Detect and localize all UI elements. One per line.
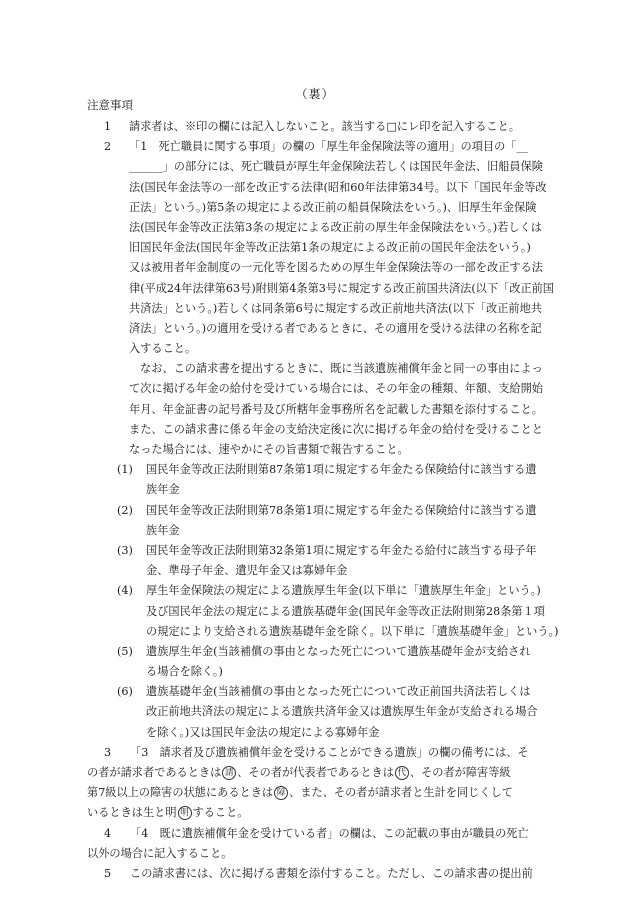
note-line [0, 783, 630, 803]
note-number: 3 [104, 745, 112, 759]
page-side-label: （裏） [295, 87, 335, 101]
note-text-part: 、その者が障害等級 [409, 766, 511, 779]
note-line [0, 480, 630, 500]
note-line [0, 602, 630, 622]
note-text: 正法」という。)第5条の規定による改正前の船員保険法をいう。)、旧厚生年金保険 [129, 200, 537, 214]
note-line [0, 279, 630, 299]
note-number: 2 [104, 140, 112, 154]
note-number: (5) [117, 644, 133, 658]
note-line [0, 137, 630, 157]
note-text-part: いるときは生と明 [87, 806, 177, 820]
note-text [87, 783, 513, 803]
note-line [0, 723, 630, 743]
note-line [0, 844, 630, 864]
note-line [0, 238, 630, 258]
note-number: 5 [104, 866, 112, 880]
note-line [0, 642, 630, 662]
note-text [87, 763, 511, 783]
note-line [0, 400, 630, 420]
note-text [130, 824, 529, 844]
note-text: て次に掲げる年金の給付を受けている場合には、その年金の種類、年額、支給開始 [129, 382, 543, 396]
note-number: (3) [117, 543, 133, 557]
note-line [0, 763, 630, 783]
note-text: なった場合には、速やかにその旨書類で報告すること。 [129, 443, 409, 456]
note-text: 法(国民年金法等の一部を改正する法律(昭和60年法律第34号。以下「国民年金等改 [129, 180, 547, 194]
note-text: 又は被用者年金制度の一元化等を図るための厚生年金保険法等の一部を改正する法 [129, 261, 543, 275]
notes-body [0, 117, 630, 884]
note-text: 族年金 [146, 483, 180, 497]
note-line [0, 702, 630, 722]
note-number: (2) [117, 503, 133, 517]
note-line [0, 622, 630, 642]
note-line [0, 824, 630, 844]
note-text: る場合を除く。) [146, 665, 223, 679]
note-text: また、この請求書に係る年金の支給決定後に次に掲げる年金の給付を受けることと [129, 422, 543, 436]
note-text-part: 「3 請求者及び遺族補償年金を受けることができる遺族」の欄の備考には、そ [130, 745, 529, 759]
note-line [0, 561, 630, 581]
note-text: 遺族厚生年金(当該補償の事由となった死亡について遺族基礎年金が支給され [146, 644, 531, 658]
note-number: 4 [104, 826, 112, 840]
note-line [0, 359, 630, 379]
note-text: 金、準母子年金、遺児年金又は寡婦年金 [146, 564, 348, 578]
note-text [87, 844, 232, 864]
note-text: 請求者は、※印の欄には記入しないこと。該当する□にレ印を記入すること。 [129, 120, 520, 133]
note-number: 1 [104, 120, 112, 133]
note-line [0, 521, 630, 541]
note-text: 法(国民年金等改正法第3条の規定による改正前の厚生年金保険法をいう。)若しくは [129, 220, 542, 234]
note-line [0, 662, 630, 682]
note-text: 遺族基礎年金(当該補償の事由となった死亡について改正前国共済法若しくは [146, 685, 531, 699]
note-line [0, 339, 630, 359]
circled-mark-mei: 明 [178, 806, 192, 820]
note-text: 律(平成24年法律第63号)附則第4条第3号に規定する改正前国共済法(以下「改正前国 [129, 281, 554, 295]
note-line [0, 178, 630, 198]
note-text-part: 以外の場合に記入すること。 [87, 846, 233, 860]
note-text-part: の者が請求者であるときは [87, 766, 222, 779]
note-text-part: 、その者が代表者であるときは [237, 766, 394, 779]
note-text-part: 、また、その者が請求者と生計を同じくして [289, 786, 513, 800]
note-line [0, 319, 630, 339]
note-line [0, 743, 630, 763]
note-line [0, 258, 630, 278]
note-number: (6) [117, 685, 133, 699]
note-text: 国民年金等改正法附則第78条第1項に規定する年金たる保険給付に該当する遺 [146, 503, 537, 517]
note-text [130, 864, 533, 884]
note-line [0, 157, 630, 177]
note-text: 及び国民年金法の規定による遺族基礎年金(国民年金等改正法附則第28条第１項 [146, 604, 545, 618]
note-line [0, 864, 630, 884]
note-text: を除く。)又は国民年金法の規定による寡婦年金 [146, 725, 380, 739]
note-line [0, 379, 630, 399]
note-line [0, 117, 630, 137]
note-text [130, 743, 529, 763]
note-text: 入すること。 [129, 342, 197, 356]
note-text: 族年金 [146, 523, 180, 537]
note-number: (4) [117, 584, 133, 598]
note-text: ______」の部分には、死亡職員が厚生年金保険法若しくは国民年金法、旧船員保険 [129, 160, 543, 174]
note-text-part: 「4 既に遺族補償年金を受けている者」の欄は、この記載の事由が職員の死亡 [130, 826, 529, 840]
note-text: 国民年金等改正法附則第32条第1項に規定する年金たる給付に該当する母子年 [146, 543, 537, 557]
note-number: (1) [117, 463, 133, 477]
note-text: 共済法」という。)若しくは同条第6号に規定する改正前地共済法(以下「改正前地共 [129, 301, 542, 315]
note-line [0, 198, 630, 218]
note-text: 年月、年金証書の記号番号及び所轄年金事務所名を記載した書類を添付すること。 [129, 402, 543, 416]
note-text: なお、この請求書を提出するときに、既に当該遺族補償年金と同一の事由によっ [140, 362, 543, 376]
note-line [0, 420, 630, 440]
note-text: の規定により支給される遺族基礎年金を除く。以下単に「遺族基礎年金」という。) [146, 624, 559, 638]
note-text: 「1 死亡職員に関する事項」の欄の「厚生年金保険法等の適用」の項目の「__ [129, 140, 528, 154]
note-text-part: すること。 [192, 806, 249, 820]
note-text-part: 第7級以上の障害の状態にあるときは [87, 786, 274, 800]
notes-heading: 注意事項 [87, 98, 133, 112]
note-line [0, 218, 630, 238]
note-line [0, 501, 630, 521]
note-line [0, 682, 630, 702]
note-line [0, 440, 630, 460]
note-text: 済法」という。)の適用を受ける者であるときに、その適用を受ける法律の名称を記 [129, 321, 542, 335]
circled-mark-sei: 請 [222, 766, 236, 780]
circled-mark-dai: 代 [395, 766, 409, 780]
note-text: 厚生年金保険法の規定による遺族厚生年金(以下単に「遺族厚生年金」という。) [146, 584, 541, 598]
note-line [0, 803, 630, 823]
note-text [87, 803, 248, 823]
note-line [0, 299, 630, 319]
note-text: 国民年金等改正法附則第87条第1項に規定する年金たる保険給付に該当する遺 [146, 463, 537, 477]
note-text: 改正前地共済法の規定による遺族共済年金又は遺族厚生年金が支給される場合 [146, 705, 538, 719]
note-line [0, 541, 630, 561]
circled-mark-shou: 障 [274, 786, 288, 800]
note-line [0, 581, 630, 601]
note-line [0, 460, 630, 480]
note-text-part: この請求書には、次に掲げる書類を添付すること。ただし、この請求書の提出前 [130, 866, 533, 880]
note-text: 旧国民年金法(国民年金等改正法第1条の規定による改正前の国民年金法をいう。) [129, 241, 531, 255]
